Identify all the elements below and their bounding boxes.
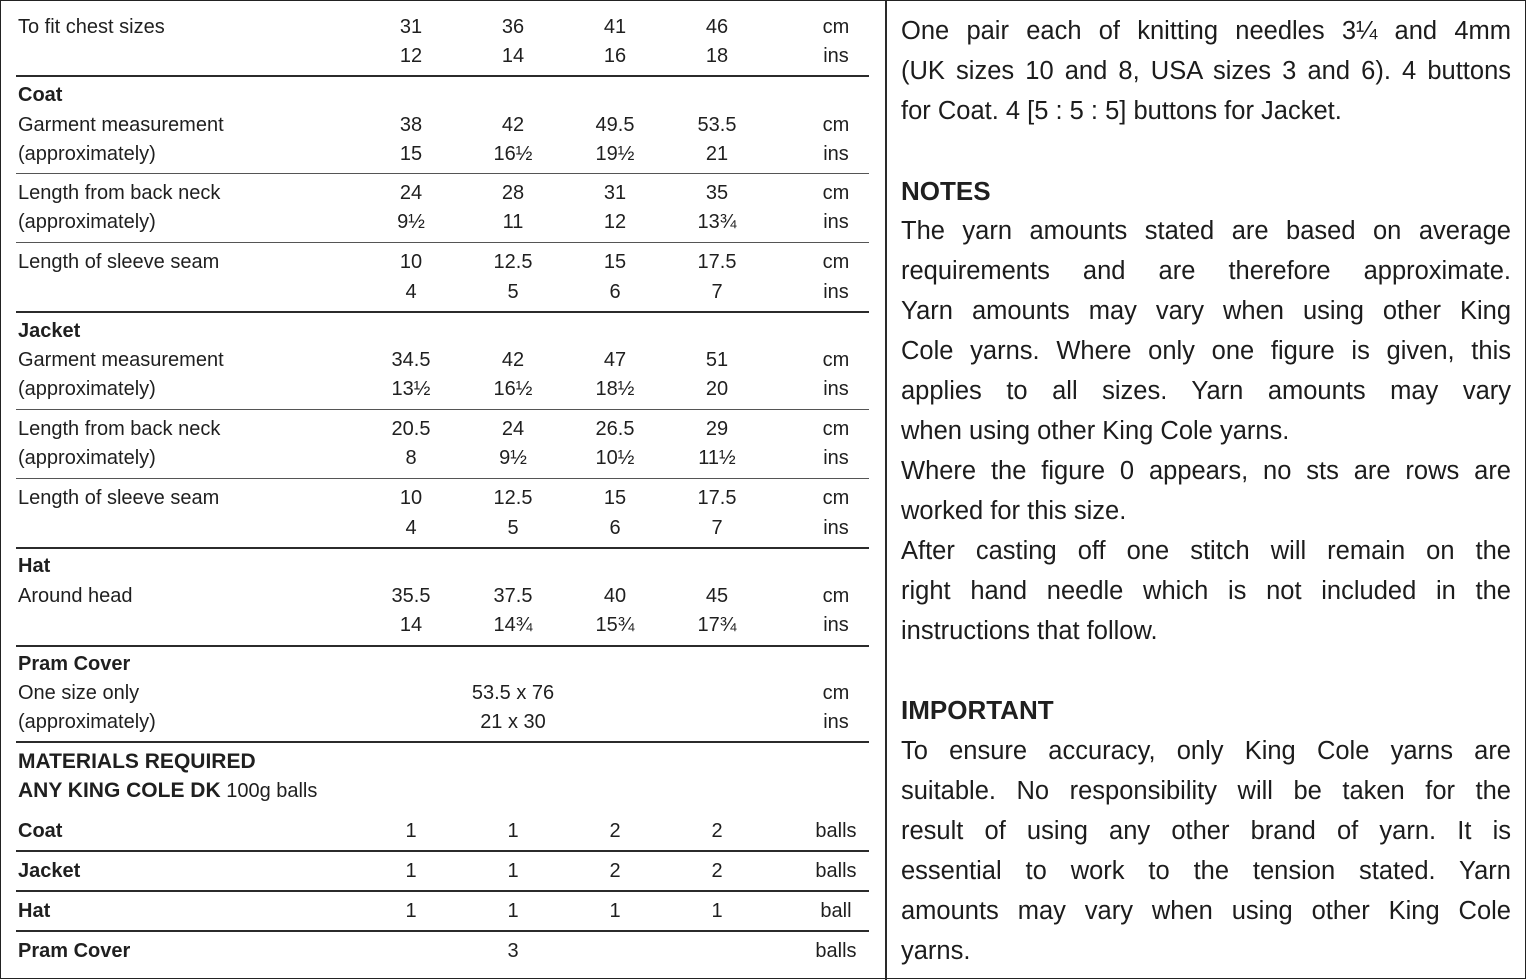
cell: 31 (603, 182, 627, 204)
cell: 1 (507, 820, 519, 842)
cell: 19½ (595, 143, 635, 165)
cell: 9½ (499, 447, 527, 469)
unit-balls: balls (815, 860, 857, 882)
cell: 2 (609, 820, 621, 842)
cell: 15 (603, 487, 627, 509)
cell: 35.5 (391, 585, 431, 607)
cell: 12.5 (493, 251, 533, 273)
divider (16, 75, 869, 77)
cell: 4 (405, 281, 417, 303)
cell: 2 (711, 860, 723, 882)
row-label: Length of sleeve seam (18, 487, 220, 509)
unit-ins: ins (823, 143, 849, 165)
text-line: (UK sizes 10 and 8, USA sizes 3 and 6). 4 buttons (901, 57, 1511, 85)
unit-ball: ball (820, 900, 852, 922)
cell: 38 (399, 114, 423, 136)
sizes-table (1, 1, 885, 980)
cell: 15 (399, 143, 423, 165)
divider (16, 890, 869, 892)
divider (16, 173, 869, 174)
text-line: Yarn amounts may vary when using other King (901, 297, 1511, 325)
divider (16, 930, 869, 932)
cell: 9½ (397, 211, 425, 233)
text-line: One pair each of knitting needles 3¼ and 4mm (901, 17, 1511, 45)
unit-ins: ins (823, 517, 849, 539)
cell: 10½ (595, 447, 635, 469)
cell: 11 (502, 211, 524, 233)
yarn-brand: ANY KING COLE DK (18, 779, 221, 802)
cell: 15 (603, 251, 627, 273)
unit-ins: ins (823, 614, 849, 636)
unit-cm: cm (822, 16, 850, 38)
cell: 15¾ (595, 614, 635, 636)
cell: 1 (405, 860, 417, 882)
cell: 37.5 (493, 585, 533, 607)
cell: 1 (507, 860, 519, 882)
divider (16, 311, 869, 313)
divider (16, 645, 869, 647)
row-label: (approximately) (18, 447, 156, 469)
unit-cm: cm (822, 418, 850, 440)
text-line: yarns. (901, 937, 971, 965)
cell: 1 (507, 900, 519, 922)
cell: 1 (609, 900, 621, 922)
text-line: instructions that follow. (901, 617, 1158, 645)
cell: 51 (705, 349, 729, 371)
cell: 14 (501, 45, 525, 67)
cell: 12 (603, 211, 627, 233)
cell: 12 (399, 45, 423, 67)
divider (16, 478, 869, 479)
cell: 46 (705, 16, 729, 38)
divider (16, 547, 869, 549)
cell: 31 (399, 16, 423, 38)
text-line: applies to all sizes. Yarn amounts may vary (901, 377, 1511, 405)
cell: 18½ (595, 378, 635, 400)
cell: 28 (501, 182, 525, 204)
text-line: Where the figure 0 appears, no sts are rows are (901, 457, 1511, 485)
cell: 45 (705, 585, 729, 607)
divider (16, 242, 869, 243)
cell: 7 (711, 281, 723, 303)
cell: 34.5 (391, 349, 431, 371)
row-label: Length from back neck (18, 182, 221, 204)
divider (16, 850, 869, 852)
cell: 14¾ (493, 614, 533, 636)
row-label: To fit chest sizes (18, 16, 165, 38)
row-label: Around head (18, 585, 133, 607)
important-heading: IMPORTANT (901, 695, 1054, 725)
row-label: Length from back neck (18, 418, 221, 440)
cell: 4 (405, 517, 417, 539)
cell: 42 (501, 114, 525, 136)
cell: 16½ (493, 378, 533, 400)
cell: 40 (603, 585, 627, 607)
text-line: To ensure accuracy, only King Cole yarns are (901, 737, 1511, 765)
unit-cm: cm (822, 349, 850, 371)
cell: 11½ (698, 447, 736, 469)
row-label: Garment measurement (18, 349, 224, 371)
unit-cm: cm (822, 114, 850, 136)
text-line: when using other King Cole yarns. (901, 417, 1290, 445)
cell: 21 (705, 143, 729, 165)
cell: 13½ (391, 378, 431, 400)
unit-ins: ins (823, 447, 849, 469)
cell: 13¾ (697, 211, 737, 233)
cell: 17¾ (697, 614, 737, 636)
cell: 6 (609, 281, 621, 303)
unit-ins: ins (823, 45, 849, 67)
divider (16, 741, 869, 743)
cell: 1 (405, 820, 417, 842)
unit-balls: balls (815, 940, 857, 962)
cell: 41 (603, 16, 627, 38)
yarn-text (18, 776, 317, 806)
cell: 53.5 (697, 114, 737, 136)
cell: 2 (711, 820, 723, 842)
cell: 24 (399, 182, 423, 204)
text-line: After casting off one stitch will remain on the (901, 537, 1511, 565)
cell: 18 (705, 45, 729, 67)
cell: 3 (507, 940, 519, 962)
text-line: result of using any other brand of yarn. It is (901, 817, 1511, 845)
cell: 2 (609, 860, 621, 882)
cell: 10 (399, 251, 423, 273)
text-line: amounts may vary when using other King Cole (901, 897, 1511, 925)
text-line: The yarn amounts stated are based on average (901, 217, 1511, 245)
notes-heading: NOTES (901, 176, 991, 206)
cell: 14 (399, 614, 423, 636)
text-line: for Coat. 4 [5 : 5 : 5] buttons for Jacket. (901, 97, 1342, 125)
cell: 20.5 (391, 418, 431, 440)
cell: 42 (501, 349, 525, 371)
cell: 7 (711, 517, 723, 539)
cell: 21 x 30 (480, 711, 546, 733)
row-label: Hat (18, 900, 51, 922)
unit-balls: balls (815, 820, 857, 842)
row-label: (approximately) (18, 143, 156, 165)
row-label: Coat (18, 820, 63, 842)
text-line: requirements and are therefore approximate. (901, 257, 1511, 285)
yarn-weight: 100g balls (220, 780, 318, 802)
text-line: Cole yarns. Where only one figure is given, this (901, 337, 1511, 365)
cell: 1 (711, 900, 723, 922)
row-label: (approximately) (18, 211, 156, 233)
notes-paragraph (901, 211, 1511, 651)
cell: 5 (507, 281, 519, 303)
cell: 26.5 (595, 418, 635, 440)
row-label: One size only (18, 682, 140, 704)
row-label: Jacket (18, 860, 81, 882)
cell: 16½ (493, 143, 533, 165)
divider (16, 409, 869, 410)
text-line: essential to work to the tension stated. Yarn (901, 857, 1511, 885)
cell: 12.5 (493, 487, 533, 509)
cell: 8 (405, 447, 417, 469)
cell: 1 (405, 900, 417, 922)
important-paragraph (901, 731, 1511, 971)
cell: 36 (501, 16, 525, 38)
unit-ins: ins (823, 211, 849, 233)
section-title: Hat (18, 555, 51, 577)
row-label: Length of sleeve seam (18, 251, 220, 273)
cell: 29 (705, 418, 729, 440)
cell: 17.5 (697, 251, 737, 273)
cell: 16 (603, 45, 627, 67)
unit-cm: cm (822, 682, 850, 704)
cell: 20 (705, 378, 729, 400)
text-line: suitable. No responsibility will be taken for the (901, 777, 1511, 805)
cell: 17.5 (697, 487, 737, 509)
section-title: Jacket (18, 320, 81, 342)
unit-cm: cm (822, 251, 850, 273)
unit-ins: ins (823, 281, 849, 303)
unit-cm: cm (822, 182, 850, 204)
unit-cm: cm (822, 487, 850, 509)
unit-ins: ins (823, 378, 849, 400)
cell: 53.5 x 76 (471, 682, 555, 704)
section-title: Pram Cover (18, 653, 131, 675)
section-title: Coat (18, 84, 63, 106)
needles-paragraph (901, 11, 1511, 131)
unit-ins: ins (823, 711, 849, 733)
row-label: (approximately) (18, 378, 156, 400)
cell: 35 (705, 182, 729, 204)
cell: 47 (603, 349, 627, 371)
unit-cm: cm (822, 585, 850, 607)
text-line: worked for this size. (901, 497, 1127, 525)
row-label: Garment measurement (18, 114, 224, 136)
cell: 5 (507, 517, 519, 539)
row-label: Pram Cover (18, 940, 131, 962)
cell: 24 (501, 418, 525, 440)
section-title: MATERIALS REQUIRED (18, 750, 256, 773)
row-label: (approximately) (18, 711, 156, 733)
cell: 10 (399, 487, 423, 509)
cell: 6 (609, 517, 621, 539)
cell: 49.5 (595, 114, 635, 136)
text-line: right hand needle which is not included in the (901, 577, 1511, 605)
